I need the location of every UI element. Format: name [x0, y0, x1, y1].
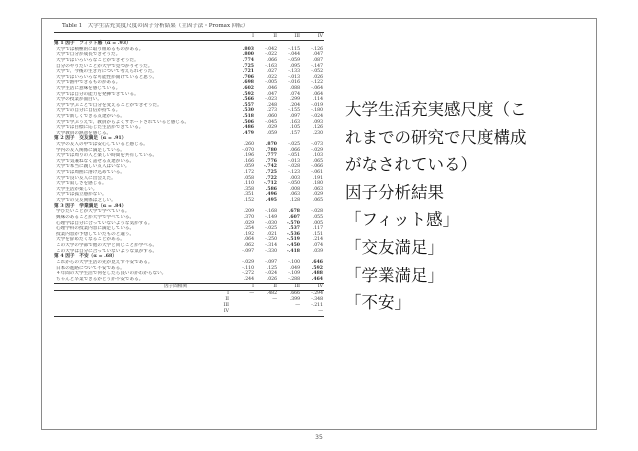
loading-value: .486 — [242, 125, 254, 131]
loading-value: -.133 — [288, 69, 300, 75]
factor-label-friendship: 「交友満足」 — [345, 237, 444, 257]
item-text: 興味のあることが大学で学べている。 — [56, 215, 135, 221]
column-header-cell: IV — [317, 34, 323, 39]
loading-value: -.073 — [311, 142, 323, 148]
loading-value: .803 — [242, 46, 254, 52]
loading-value: .003 — [289, 175, 300, 181]
correlation-column-label: II — [273, 284, 277, 290]
correlation-value: -.348 — [311, 297, 323, 303]
loading-value: .248 — [266, 102, 277, 108]
loading-value: .230 — [312, 130, 323, 136]
loading-value: .110 — [243, 181, 254, 187]
item-text: 大学で良い友人に出会えた。 — [56, 175, 116, 181]
loading-value: .721 — [242, 69, 254, 75]
loading-value: -.570 — [286, 220, 300, 226]
loading-value: .646 — [311, 259, 323, 265]
loading-value: .299 — [289, 97, 300, 103]
loading-value: .074 — [312, 242, 323, 248]
correlation-row-label: I — [227, 291, 229, 297]
factor-heading: 第 1 因子 フィット感（α = .93） — [54, 41, 131, 46]
loading-value: -.519 — [286, 237, 300, 243]
loading-value: .022 — [266, 74, 277, 80]
loading-value: .204 — [289, 102, 300, 108]
loading-value: -.147 — [311, 63, 323, 69]
item-text: 大学での自分に自信が持てる。 — [56, 108, 121, 114]
loading-value: .166 — [243, 158, 254, 164]
item-text: この大学は自分に合っていないような気がする。 — [56, 248, 158, 254]
loading-value: .725 — [265, 170, 277, 176]
item-text: 大学で新しくできる友達がいる。 — [56, 113, 125, 119]
loading-value: .777 — [265, 153, 277, 159]
item-text: 心理学科の授業内容に満足している。 — [56, 226, 135, 232]
table-title: Table 1 大学生活充実度尺度の因子分析結果（主因子法・Promax 回転） — [62, 23, 249, 29]
loading-value: .602 — [242, 85, 254, 91]
loading-value: -.110 — [242, 265, 254, 271]
loading-value: .103 — [312, 153, 323, 159]
loading-value: -.163 — [265, 63, 277, 69]
loading-value: .088 — [289, 85, 300, 91]
loading-value: .046 — [266, 85, 277, 91]
factor-label-fit: 「フィット感」 — [345, 210, 460, 230]
correlation-row-label: IV — [223, 308, 229, 314]
loading-value: .163 — [289, 119, 300, 125]
loading-value: -.168 — [265, 209, 277, 215]
summary-line: 大学生活充実感尺度（こ — [345, 100, 527, 119]
loading-value: -.013 — [288, 158, 300, 164]
correlation-value: ― — [272, 297, 277, 303]
loading-value: .029 — [266, 125, 277, 131]
item-text: 大学生活が楽しい。 — [56, 186, 98, 192]
loading-value: -.126 — [311, 46, 323, 52]
correlation-body — [54, 291, 324, 314]
loading-value: -.029 — [311, 147, 323, 153]
loading-value: .058 — [243, 175, 254, 181]
loading-value: .273 — [266, 108, 277, 114]
item-text: これからの大学生活の先が見えず不安である。 — [56, 259, 153, 265]
item-text: 大学では周りの人と楽しい時間を共有している。 — [56, 153, 158, 159]
loading-value: -.044 — [288, 52, 300, 58]
loading-value: .063 — [312, 186, 323, 192]
loading-value: -.180 — [311, 108, 323, 114]
loading-value: .566 — [242, 97, 254, 103]
summary-text — [345, 96, 590, 317]
loading-value: .495 — [265, 198, 277, 204]
item-text: 大学で気兼ねなく話せる友達がいる。 — [56, 158, 135, 164]
item-text: 大学ではいろいろなことができそうだ。 — [56, 57, 139, 63]
loading-value: .026 — [266, 276, 277, 282]
loading-value: .698 — [242, 80, 254, 86]
loading-value: -.272 — [242, 271, 254, 277]
correlation-row-label: III — [223, 302, 229, 308]
loading-value: .607 — [288, 215, 300, 221]
loading-value: .800 — [242, 52, 254, 58]
loading-value: -.045 — [265, 119, 277, 125]
item-text: 授業内容が予想していたものと違う。 — [56, 231, 135, 237]
summary-line: がなされている） — [345, 155, 477, 175]
loading-value: -.025 — [265, 226, 277, 232]
loading-value: .062 — [243, 242, 254, 248]
loading-value: .125 — [266, 265, 277, 271]
loading-value: .678 — [288, 209, 300, 215]
loading-value: -.028 — [288, 164, 300, 170]
column-header-cell: I — [252, 34, 254, 39]
loading-value: .260 — [243, 142, 254, 148]
loading-value: -.314 — [265, 242, 277, 248]
loading-value: .537 — [288, 226, 300, 232]
loading-value: .244 — [243, 276, 254, 282]
loading-value: .047 — [312, 52, 323, 58]
loading-value: .026 — [312, 74, 323, 80]
loading-value: .059 — [266, 130, 277, 136]
loading-value: -.149 — [265, 215, 277, 221]
item-text: 大学で熱中できるものがある。 — [56, 80, 121, 86]
loading-value: -.061 — [311, 170, 323, 176]
item-text: 大学の友人の中では安心していると感じる。 — [56, 142, 148, 148]
correlation-value: -.294 — [311, 291, 323, 297]
loading-value: -.013 — [288, 74, 300, 80]
correlation-row — [54, 309, 324, 315]
correlation-row-label: II — [225, 297, 229, 303]
summary-line: 因子分析結果 — [345, 182, 444, 202]
loading-value: .074 — [289, 91, 300, 97]
loading-value: -.024 — [311, 113, 323, 119]
loading-value: .005 — [312, 220, 323, 226]
loading-value: .776 — [265, 158, 277, 164]
loading-value: .059 — [243, 164, 254, 170]
loading-value: .209 — [243, 209, 254, 215]
factor-heading: 第 4 因子 不安（α = .68） — [54, 254, 117, 260]
table-body — [54, 41, 324, 282]
item-text: 学びたいことが大学で学べている。 — [56, 209, 130, 215]
loading-value: .870 — [265, 142, 277, 148]
loading-value: -.024 — [265, 271, 277, 277]
loading-value: .191 — [312, 175, 323, 181]
item-text: 大学での交友関係は乏しい。 — [56, 198, 116, 204]
loading-value: .518 — [242, 113, 254, 119]
item-text: 学内の友人関係に満足している。 — [56, 147, 125, 153]
loading-value: -.050 — [288, 181, 300, 187]
loading-value: -.097 — [242, 248, 254, 254]
loading-value: .196 — [243, 153, 254, 159]
item-text: 日本の進路について不安である。 — [56, 265, 125, 271]
loading-value: .530 — [242, 108, 254, 114]
loading-value: .506 — [242, 119, 254, 125]
correlation-value: .482 — [266, 291, 277, 297]
loading-value: .065 — [312, 158, 323, 164]
loading-value: .780 — [265, 147, 277, 153]
item-text: 大学では積極的に取り組めるものがある。 — [56, 46, 144, 52]
loading-value: -.122 — [311, 80, 323, 86]
loading-value: .128 — [289, 198, 300, 204]
loading-value: -.742 — [263, 164, 277, 170]
loading-value: -.022 — [265, 52, 277, 58]
loading-value: -.418 — [286, 248, 300, 254]
item-text: 大学では周囲に溶け込めている。 — [56, 170, 125, 176]
column-header-cell: II — [273, 34, 277, 39]
item-text: 心理学は自分に合っていないような気がする。 — [56, 220, 153, 226]
loading-value: .008 — [289, 186, 300, 192]
loading-value: -.070 — [242, 147, 254, 153]
loading-value: .063 — [289, 192, 300, 198]
loading-value: .479 — [242, 130, 254, 136]
loading-value: -.450 — [286, 242, 300, 248]
loading-value: .151 — [312, 231, 323, 237]
loading-value: -.115 — [288, 46, 300, 52]
loading-value: .066 — [289, 147, 300, 153]
loading-value: .592 — [242, 91, 254, 97]
item-text: 大学で本当に親しい友人はいない。 — [56, 164, 130, 170]
loading-value: -.288 — [288, 276, 300, 282]
loading-value: -.712 — [263, 181, 277, 187]
correlation-value: .666 — [289, 291, 300, 297]
loading-value: .049 — [289, 265, 300, 271]
table-column-header — [54, 32, 324, 41]
loading-value: .172 — [243, 170, 254, 176]
loading-value: .586 — [265, 186, 277, 192]
item-text: 大学を辞めたくなることがある。 — [56, 237, 125, 243]
loading-value: -.016 — [288, 80, 300, 86]
loading-value: -.052 — [311, 69, 323, 75]
loading-value: .126 — [312, 125, 323, 131]
loading-value: -.029 — [242, 259, 254, 265]
factor-analysis-table — [54, 23, 324, 386]
item-text: ちゃんと卒業できるかどうか不安である。 — [56, 276, 144, 282]
loading-value: .157 — [289, 130, 300, 136]
loading-value: .097 — [289, 113, 300, 119]
loading-value: .027 — [266, 69, 277, 75]
correlation-value: ― — [318, 308, 323, 314]
loading-value: .557 — [242, 102, 254, 108]
loading-value: .055 — [312, 215, 323, 221]
loading-value: -.109 — [288, 271, 300, 277]
loading-value: -.250 — [265, 237, 277, 243]
loading-value: -.100 — [288, 259, 300, 265]
loading-value: .021 — [266, 231, 277, 237]
item-text: 大学の授業が面白い。 — [56, 97, 102, 103]
correlation-value: ― — [295, 302, 300, 308]
loading-value: .087 — [312, 57, 323, 63]
loading-value: .060 — [266, 113, 277, 119]
loading-value: -.330 — [265, 248, 277, 254]
factor-heading: 第 2 因子 交友満足（α = .91） — [54, 136, 127, 142]
item-text: 大学では自分の能力を発揮できている。 — [56, 91, 139, 97]
correlation-value: ― — [249, 291, 254, 297]
item-text: 大学では目標に応じた生活ができている。 — [56, 125, 144, 131]
loading-value: .105 — [289, 125, 300, 131]
loading-value: -.019 — [311, 102, 323, 108]
item-text: この大学の学部で他の大学と同じことが学べる。 — [56, 242, 158, 248]
loading-value: .774 — [242, 57, 254, 63]
item-text: 大学で寂しさを感じる。 — [56, 181, 107, 187]
loading-value: .725 — [242, 63, 254, 69]
loading-value: .114 — [312, 97, 323, 103]
item-text: 自分のやりたいことが大学で見つかりそうだ。 — [56, 63, 153, 69]
table-row — [54, 277, 324, 283]
item-text: 大学教員の熱意を感じる。 — [56, 130, 112, 136]
factor-heading: 第 3 因子 学業満足（α = .84） — [54, 203, 127, 209]
loading-value: .358 — [243, 186, 254, 192]
loading-value: .706 — [242, 74, 254, 80]
correlation-title: 因子間相関 — [164, 284, 187, 290]
loading-value: .047 — [266, 91, 277, 97]
loading-value: .464 — [311, 276, 323, 282]
item-text: 大学で学ぶことで自分を変えることができそうだ。 — [56, 102, 162, 108]
loading-value: -.030 — [265, 220, 277, 226]
item-text: 大学では孤立感がない。 — [56, 192, 107, 198]
loading-value: .065 — [312, 198, 323, 204]
item-text: 大学で、今後の生き方について考えられそうだ。 — [56, 69, 157, 75]
loading-value: .066 — [266, 57, 277, 63]
loading-value: .180 — [312, 181, 323, 187]
table-bottom-rule — [54, 316, 324, 317]
loading-value: .192 — [243, 231, 254, 237]
correlation-value: .399 — [289, 297, 300, 303]
loading-value: .064 — [312, 91, 323, 97]
loading-value: -.059 — [288, 57, 300, 63]
loading-value: -.023 — [265, 97, 277, 103]
loading-value: .592 — [311, 265, 323, 271]
loading-value: .214 — [312, 237, 323, 243]
loading-value: -.097 — [265, 259, 277, 265]
loading-value: -.051 — [288, 153, 300, 159]
loading-value: .029 — [243, 220, 254, 226]
correlation-column-label: I — [252, 284, 254, 290]
factor-label-academic: 「学業満足」 — [345, 265, 444, 285]
correlation-column-label: IV — [317, 284, 323, 290]
loading-value: .039 — [312, 248, 323, 254]
loading-value: .095 — [289, 63, 300, 69]
loading-value: -.042 — [265, 46, 277, 52]
loading-value: -.155 — [288, 108, 300, 114]
loading-value: .029 — [312, 192, 323, 198]
loading-value: -.064 — [311, 85, 323, 91]
correlation-value: -.211 — [311, 302, 323, 308]
loading-value: -.005 — [265, 80, 277, 86]
loading-value: .496 — [265, 192, 277, 198]
correlation-column-label: III — [294, 284, 300, 290]
loading-value: .351 — [243, 192, 254, 198]
correlation-header — [54, 283, 324, 291]
loading-value: .064 — [243, 237, 254, 243]
loading-value: .093 — [312, 119, 323, 125]
summary-line: れまでの研究で尺度構成 — [345, 127, 527, 147]
loading-value: -.028 — [311, 209, 323, 215]
item-text: 大学で自分が成長できそうだ。 — [56, 52, 121, 58]
item-text: 大学で学ぶうえで、教員からよくサポートされていると感じる。 — [56, 119, 190, 125]
loading-value: -.536 — [286, 231, 300, 237]
loading-value: .370 — [243, 215, 254, 221]
loading-value: .722 — [265, 175, 277, 181]
loading-value: .254 — [243, 226, 254, 232]
item-text: 大学ではいろいろな可能性が開けていると思う。 — [56, 74, 158, 80]
page-number: 35 — [315, 434, 323, 441]
factor-label-anxiety: 「不安」 — [345, 293, 411, 313]
loading-value: .152 — [243, 198, 254, 204]
item-text: 大学生活に意味を感じている。 — [56, 85, 121, 91]
loading-value: -.025 — [288, 142, 300, 148]
column-header-cell: III — [294, 34, 300, 39]
loading-value: -.123 — [288, 170, 300, 176]
loading-value: .488 — [311, 271, 323, 277]
loading-value: -.066 — [311, 164, 323, 170]
loading-value: .117 — [312, 226, 323, 232]
item-text: ４年間の大学生活で何をしたら良いのかわからない。 — [56, 271, 167, 277]
